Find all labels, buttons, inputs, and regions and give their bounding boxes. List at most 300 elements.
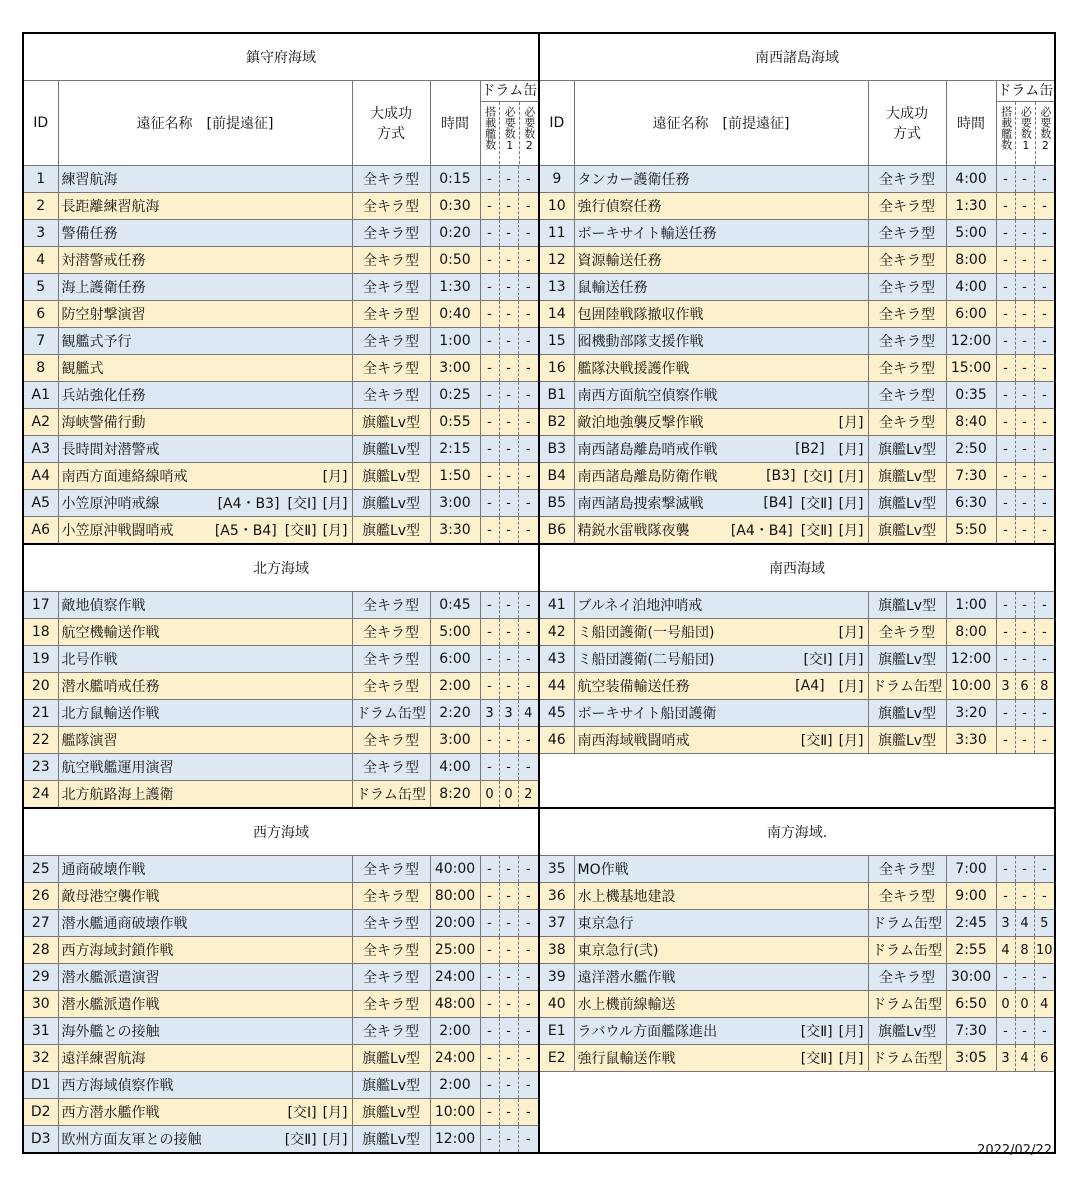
expedition-id: 14: [539, 301, 574, 328]
expedition-id: 28: [23, 937, 58, 964]
expedition-name-wrap: [62, 964, 352, 990]
expedition-id: 19: [23, 646, 58, 673]
expedition-id: 25: [23, 856, 58, 883]
table-row: [23, 964, 1055, 991]
drum-need-1: -: [499, 673, 518, 700]
expedition-id: A4: [23, 463, 58, 490]
expedition-id: 36: [539, 883, 574, 910]
expedition-id: 5: [23, 274, 58, 301]
success-type: 全キラ型: [352, 856, 430, 883]
drum-carriers: -: [480, 463, 499, 490]
drum-carriers: -: [480, 1126, 499, 1154]
header-drum-cols: [481, 102, 539, 164]
expedition-name: 西方海域偵察作戦: [61, 1078, 174, 1094]
expedition-name: 囮機動部隊支援作戦: [577, 334, 704, 350]
drum-need-2: -: [1034, 490, 1055, 517]
expedition-name-cell: [58, 700, 352, 727]
drum-carriers: -: [480, 1018, 499, 1045]
table-row: [23, 409, 1055, 436]
cross-tag: [交Ⅱ]: [284, 1132, 317, 1148]
drum-carriers: -: [996, 1018, 1015, 1045]
expedition-name-wrap: [578, 1045, 868, 1071]
drum-need-2: -: [1034, 328, 1055, 355]
empty-cell: [539, 1099, 1055, 1126]
success-type: 全キラ型: [352, 592, 430, 619]
table-row: [23, 592, 1055, 619]
expedition-name-cell: [58, 781, 352, 809]
success-type: 全キラ型: [868, 856, 946, 883]
expedition-id: D1: [23, 1072, 58, 1099]
expedition-name-cell: [58, 1126, 352, 1154]
expedition-id: 40: [539, 991, 574, 1018]
duration: 0:35: [946, 382, 996, 409]
expedition-name-wrap: [62, 781, 352, 807]
monthly-tag: [月]: [322, 1105, 348, 1121]
expedition-name-wrap: [578, 910, 868, 936]
drum-need-2: -: [1034, 646, 1055, 673]
expedition-name: 遠洋潜水艦作戦: [577, 970, 676, 986]
drum-carriers: -: [996, 166, 1015, 193]
expedition-id: 38: [539, 937, 574, 964]
drum-carriers: -: [996, 700, 1015, 727]
cross-tag: [交Ⅱ]: [284, 523, 317, 539]
expedition-name-wrap: [62, 490, 352, 516]
drum-carriers: -: [480, 382, 499, 409]
expedition-name-wrap: [62, 673, 352, 699]
expedition-name-wrap: [62, 193, 352, 219]
drum-need-1: -: [499, 1018, 518, 1045]
expedition-name-wrap: [578, 856, 868, 882]
drum-carriers: -: [996, 463, 1015, 490]
drum-need-2: 6: [1034, 1045, 1055, 1072]
expedition-name-cell: [58, 910, 352, 937]
expedition-id: 20: [23, 673, 58, 700]
expedition-name-wrap: [62, 1099, 352, 1125]
drum-need-1: -: [499, 1126, 518, 1154]
expedition-id: 3: [23, 220, 58, 247]
expedition-name-wrap: [578, 883, 868, 909]
drum-carriers: -: [480, 991, 499, 1018]
expedition-name-cell: [58, 964, 352, 991]
drum-carriers: -: [996, 490, 1015, 517]
success-type: 旗艦Lv型: [868, 700, 946, 727]
drum-need-2: -: [1034, 700, 1055, 727]
drum-carriers: -: [480, 1072, 499, 1099]
drum-need-1: -: [1015, 193, 1034, 220]
success-type: 旗艦Lv型: [868, 592, 946, 619]
expedition-name-cell: [574, 646, 868, 673]
drum-carriers: -: [480, 619, 499, 646]
duration: 5:00: [946, 220, 996, 247]
success-type: 全キラ型: [868, 883, 946, 910]
success-type: 旗艦Lv型: [352, 1126, 430, 1154]
expedition-name: 北方鼠輸送作戦: [61, 706, 160, 722]
duration: 8:20: [430, 781, 480, 809]
table-row: [23, 673, 1055, 700]
success-type: ドラム缶型: [868, 991, 946, 1018]
success-type: 旗艦Lv型: [868, 517, 946, 545]
drum-need-2: -: [518, 1045, 539, 1072]
duration: 25:00: [430, 937, 480, 964]
expedition-id: A6: [23, 517, 58, 545]
region-title: 北方海域: [23, 544, 539, 592]
expedition-name: 警備任務: [61, 226, 118, 242]
monthly-tag: [月]: [322, 1132, 348, 1148]
expedition-id: B4: [539, 463, 574, 490]
expedition-id: 16: [539, 355, 574, 382]
expedition-id: 2: [23, 193, 58, 220]
expedition-id: 31: [23, 1018, 58, 1045]
success-type: 全キラ型: [352, 274, 430, 301]
drum-carriers: -: [480, 673, 499, 700]
header-drum-title: ドラム缶: [997, 81, 1055, 102]
region-title: 西方海域: [23, 808, 539, 856]
expedition-name-cell: [574, 463, 868, 490]
expedition-name: 北方航路海上護衛: [61, 787, 174, 803]
success-type: 全キラ型: [352, 220, 430, 247]
duration: 0:45: [430, 592, 480, 619]
drum-carriers: -: [996, 727, 1015, 754]
expedition-name-wrap: [578, 937, 868, 963]
expedition-name-cell: [58, 592, 352, 619]
table-row: [23, 1072, 1055, 1099]
drum-need-1: -: [1015, 382, 1034, 409]
expedition-name: 艦隊決戦援護作戦: [577, 361, 690, 377]
drum-need-2: 10: [1034, 937, 1055, 964]
expedition-name-cell: [574, 1045, 868, 1072]
drum-need-1: -: [499, 1099, 518, 1126]
expedition-id: 24: [23, 781, 58, 809]
expedition-name-cell: [58, 727, 352, 754]
expedition-id: A1: [23, 382, 58, 409]
table-row: [23, 991, 1055, 1018]
drum-need-1: -: [499, 490, 518, 517]
drum-need-2: -: [1034, 619, 1055, 646]
expedition-name-wrap: [62, 247, 352, 273]
success-type: 全キラ型: [352, 355, 430, 382]
drum-need-1: -: [499, 991, 518, 1018]
expedition-id: 4: [23, 247, 58, 274]
expedition-name-cell: [574, 592, 868, 619]
expedition-name-wrap: [62, 592, 352, 618]
drum-need-1: -: [1015, 409, 1034, 436]
header-drum-need1: 必要数1: [499, 102, 519, 164]
expedition-name-wrap: [578, 166, 868, 192]
expedition-id: A5: [23, 490, 58, 517]
monthly-tag: [月]: [838, 652, 864, 668]
expedition-name-wrap: [62, 883, 352, 909]
expedition-id: B1: [539, 382, 574, 409]
expedition-name: 敵母港空襲作戦: [61, 889, 160, 905]
expedition-name: 南西諸島離島哨戒作戦: [577, 442, 718, 458]
duration: 1:00: [946, 592, 996, 619]
monthly-tag: [月]: [838, 496, 864, 512]
success-type: 全キラ型: [352, 991, 430, 1018]
drum-carriers: -: [480, 409, 499, 436]
expedition-name-cell: [574, 619, 868, 646]
expedition-name: 海上護衛任務: [61, 280, 146, 296]
expedition-name-wrap: [62, 436, 352, 462]
header-type-line1: 大成功: [370, 106, 412, 122]
expedition-name-cell: [574, 274, 868, 301]
success-type: 全キラ型: [868, 328, 946, 355]
expedition-id: 15: [539, 328, 574, 355]
drum-carriers: -: [480, 166, 499, 193]
drum-need-2: -: [518, 328, 539, 355]
drum-carriers: -: [480, 274, 499, 301]
drum-need-1: -: [1015, 883, 1034, 910]
drum-need-2: -: [1034, 220, 1055, 247]
expedition-name-cell: [58, 1099, 352, 1126]
drum-carriers: -: [480, 910, 499, 937]
expedition-name: 小笠原沖戦闘哨戒: [61, 523, 174, 539]
expedition-id: B6: [539, 517, 574, 545]
empty-cell: [539, 1072, 1055, 1099]
header-time: 時間: [430, 81, 480, 166]
drum-need-1: -: [1015, 247, 1034, 274]
duration: 2:20: [430, 700, 480, 727]
duration: 30:00: [946, 964, 996, 991]
drum-need-2: -: [518, 166, 539, 193]
success-type: 旗艦Lv型: [868, 463, 946, 490]
drum-need-1: -: [499, 247, 518, 274]
success-type: ドラム缶型: [352, 781, 430, 809]
duration: 6:00: [430, 646, 480, 673]
drum-need-1: -: [499, 1045, 518, 1072]
duration: 2:00: [430, 1072, 480, 1099]
expedition-name-cell: [58, 301, 352, 328]
drum-need-1: -: [499, 328, 518, 355]
duration: 7:30: [946, 463, 996, 490]
success-type: 旗艦Lv型: [352, 409, 430, 436]
expedition-name-cell: [574, 517, 868, 545]
success-type: 全キラ型: [868, 220, 946, 247]
expedition-name-cell: [58, 883, 352, 910]
expedition-id: 43: [539, 646, 574, 673]
drum-carriers: -: [996, 220, 1015, 247]
drum-need-2: -: [518, 220, 539, 247]
success-type: 全キラ型: [352, 166, 430, 193]
expedition-name: 鼠輸送任務: [577, 280, 648, 296]
success-type: ドラム缶型: [868, 910, 946, 937]
drum-need-1: -: [499, 592, 518, 619]
table-row: [23, 463, 1055, 490]
prerequisite: [A5・B4]: [214, 523, 277, 539]
expedition-name: 観艦式予行: [61, 334, 132, 350]
drum-need-2: -: [518, 274, 539, 301]
table-row: [23, 910, 1055, 937]
drum-need-2: -: [1034, 1018, 1055, 1045]
success-type: 全キラ型: [352, 673, 430, 700]
drum-carriers: -: [996, 274, 1015, 301]
prerequisite: [A4・B3]: [217, 496, 280, 512]
table-row: [23, 166, 1055, 193]
success-type: 全キラ型: [868, 355, 946, 382]
expedition-name: 観艦式: [61, 361, 104, 377]
drum-need-1: -: [499, 436, 518, 463]
table-row: [23, 883, 1055, 910]
table-row: [23, 700, 1055, 727]
table-row: [23, 937, 1055, 964]
header-type: [868, 81, 946, 166]
expedition-name-wrap: [578, 592, 868, 618]
table-row: [23, 781, 1055, 809]
expedition-name: 欧州方面友軍との接触: [61, 1132, 202, 1148]
expedition-name-cell: [58, 517, 352, 545]
expedition-name-wrap: [62, 910, 352, 936]
success-type: 旗艦Lv型: [352, 463, 430, 490]
monthly-tag: [月]: [838, 523, 864, 539]
expedition-name-cell: [58, 220, 352, 247]
drum-need-2: -: [518, 883, 539, 910]
expedition-id: 45: [539, 700, 574, 727]
prerequisite: [B3]: [766, 468, 796, 484]
duration: 6:50: [946, 991, 996, 1018]
region-header-row: [23, 544, 1055, 592]
drum-carriers: -: [996, 964, 1015, 991]
expedition-id: 8: [23, 355, 58, 382]
drum-carriers: -: [480, 193, 499, 220]
expedition-name: ボーキサイト船団護衛: [577, 706, 717, 722]
expedition-name: 対潜警戒任務: [61, 253, 146, 269]
expedition-name: ミ船団護衛(一号船団): [577, 625, 715, 641]
expedition-name-wrap: [578, 490, 868, 516]
expedition-name-cell: [574, 1018, 868, 1045]
duration: 12:00: [430, 1126, 480, 1154]
expedition-name: 資源輸送任務: [577, 253, 662, 269]
expedition-name-cell: [574, 247, 868, 274]
success-type: 全キラ型: [352, 883, 430, 910]
header-type-line2: 方式: [893, 126, 922, 142]
expedition-name-wrap: [578, 409, 868, 435]
table-row: [23, 490, 1055, 517]
drum-need-2: -: [1034, 301, 1055, 328]
duration: 24:00: [430, 1045, 480, 1072]
drum-carriers: -: [480, 355, 499, 382]
drum-need-2: -: [518, 910, 539, 937]
expedition-name-cell: [58, 463, 352, 490]
expedition-sheet: [22, 32, 1054, 1154]
duration: 10:00: [430, 1099, 480, 1126]
drum-need-1: -: [1015, 517, 1034, 545]
expedition-name-wrap: [62, 328, 352, 354]
expedition-name-wrap: [62, 700, 352, 726]
prerequisite: [B4]: [763, 495, 793, 511]
drum-carriers: -: [996, 301, 1015, 328]
expedition-name: 長時間対潜警戒: [61, 442, 160, 458]
duration: 8:40: [946, 409, 996, 436]
expedition-name-cell: [574, 382, 868, 409]
header-name: 遠征名称 [前提遠征]: [58, 81, 352, 166]
expedition-name-wrap: [62, 1018, 352, 1044]
success-type: 旗艦Lv型: [352, 1099, 430, 1126]
header-drum-need2: 必要数2: [519, 102, 539, 164]
table-row: [23, 382, 1055, 409]
duration: 20:00: [430, 910, 480, 937]
expedition-name-wrap: [62, 991, 352, 1017]
header-id: ID: [539, 81, 574, 166]
expedition-name-wrap: [578, 646, 868, 672]
duration: 1:30: [430, 274, 480, 301]
drum-carriers: -: [480, 328, 499, 355]
expedition-name-wrap: [62, 856, 352, 882]
drum-need-2: 8: [1034, 673, 1055, 700]
drum-need-1: -: [499, 646, 518, 673]
drum-need-2: -: [1034, 274, 1055, 301]
header-drum-carriers: 搭載艦数: [999, 106, 1013, 150]
expedition-name: 海外艦との接触: [61, 1024, 160, 1040]
expedition-name: ボーキサイト輸送任務: [577, 226, 717, 242]
drum-carriers: -: [996, 883, 1015, 910]
header-time: 時間: [946, 81, 996, 166]
drum-need-1: 0: [499, 781, 518, 809]
duration: 4:00: [946, 274, 996, 301]
header-drum-need1: 必要数1: [1015, 102, 1035, 164]
drum-need-1: 0: [1015, 991, 1034, 1018]
header-drum-cols: [997, 102, 1055, 164]
expedition-name: 通商破壊作戦: [61, 862, 146, 878]
cross-tag: [交Ⅰ]: [803, 652, 833, 668]
expedition-name-wrap: [62, 1045, 352, 1071]
drum-need-2: -: [518, 991, 539, 1018]
drum-carriers: -: [996, 517, 1015, 545]
expedition-name-wrap: [62, 409, 352, 435]
drum-carriers: -: [480, 754, 499, 781]
header-name: 遠征名称 [前提遠征]: [574, 81, 868, 166]
duration: 2:15: [430, 436, 480, 463]
cross-tag: [交Ⅰ]: [287, 1105, 317, 1121]
expedition-id: 1: [23, 166, 58, 193]
drum-need-1: -: [1015, 619, 1034, 646]
duration: 4:00: [946, 166, 996, 193]
expedition-id: 17: [23, 592, 58, 619]
cross-tag: [交Ⅱ]: [800, 1024, 833, 1040]
expedition-id: 7: [23, 328, 58, 355]
drum-carriers: 3: [996, 673, 1015, 700]
success-type: 全キラ型: [352, 727, 430, 754]
drum-carriers: -: [996, 619, 1015, 646]
drum-need-1: 6: [1015, 673, 1034, 700]
expedition-id: 32: [23, 1045, 58, 1072]
drum-need-2: 4: [1034, 991, 1055, 1018]
monthly-tag: [月]: [322, 496, 348, 512]
duration: 9:00: [946, 883, 996, 910]
expedition-name: 航空戦艦運用演習: [61, 760, 174, 776]
table-row: [23, 328, 1055, 355]
expedition-table: [22, 32, 1056, 1154]
drum-need-2: -: [518, 1099, 539, 1126]
drum-need-2: -: [518, 517, 539, 545]
monthly-tag: [月]: [838, 1024, 864, 1040]
duration: 80:00: [430, 883, 480, 910]
duration: 5:50: [946, 517, 996, 545]
expedition-id: D3: [23, 1126, 58, 1154]
header-drum: [996, 81, 1055, 166]
expedition-name: 航空機輸送作戦: [61, 625, 160, 641]
drum-need-1: 4: [1015, 910, 1034, 937]
success-type: 全キラ型: [352, 619, 430, 646]
footer-date: 2022/02/22: [977, 1143, 1052, 1158]
expedition-name: 潜水艦哨戒任務: [61, 679, 160, 695]
expedition-id: 12: [539, 247, 574, 274]
expedition-name-cell: [58, 991, 352, 1018]
expedition-name-wrap: [62, 274, 352, 300]
drum-carriers: -: [996, 247, 1015, 274]
expedition-name-wrap: [578, 382, 868, 408]
duration: 24:00: [430, 964, 480, 991]
drum-need-2: -: [518, 754, 539, 781]
expedition-name-cell: [574, 301, 868, 328]
